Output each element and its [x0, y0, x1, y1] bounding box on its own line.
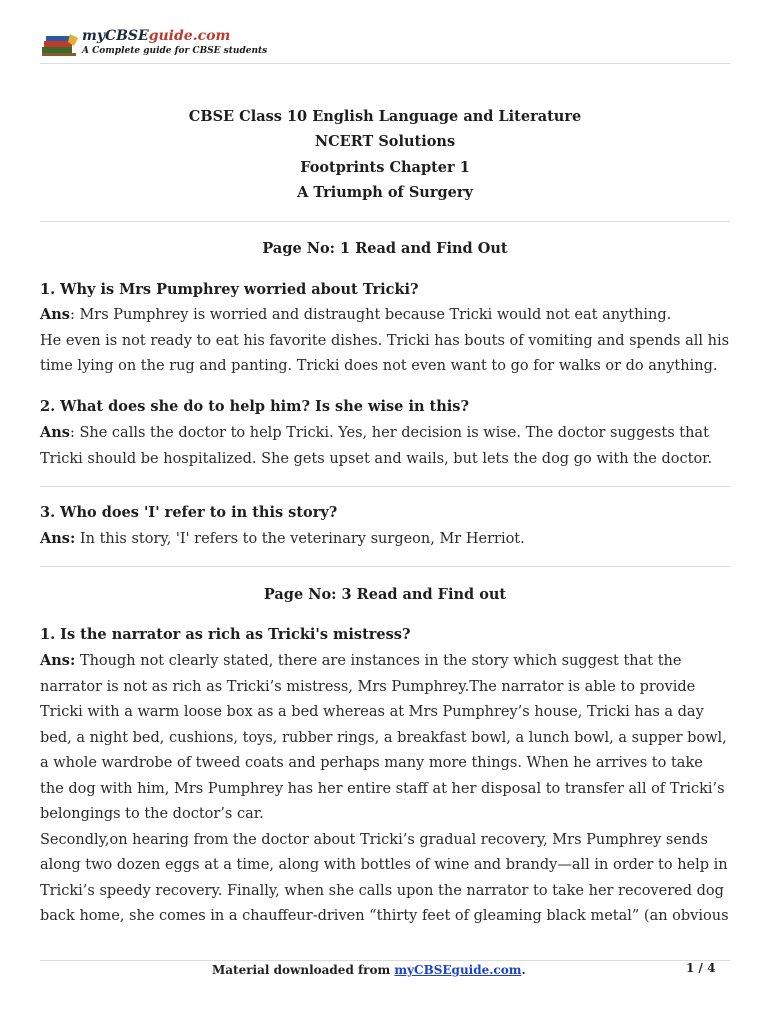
question-3: 3. Who does 'I' refer to in this story?: [40, 504, 338, 521]
answer-text: Though not clearly stated, there are instances in the story which suggest that the narrator is not as rich as Tricki’s mistress, Mrs Pumphrey.The narrator is able to provide Tricki with a warm loose box as a bed whereas at Mrs Pumphrey’s house, Tricki has a day bed, a night bed, cushions, toys, rubber rings, a breakfast bowl, a lunch bowl, a supper bowl, a whole wardrobe of tweed coats and perhaps many more things. When he arrives to take the dog with him, Mrs Pumphrey has her entire staff at her disposal to transfer all of Tricki’s belongings to the doctor’s car.: [40, 653, 727, 822]
answer-text: : She calls the doctor to help Tricki. Yes, her decision is wise. The doctor suggests that Tricki should be hospitalized. She gets upset and wails, but lets the dog go with the doctor.: [40, 425, 713, 467]
header-divider: [40, 63, 730, 64]
section-divider: [40, 486, 730, 487]
footer-link[interactable]: myCBSEguide.com: [394, 963, 522, 977]
doc-title-line-2: NCERT Solutions: [314, 133, 456, 150]
answer-text: Secondly,on hearing from the doctor about Tricki’s gradual recovery, Mrs Pumphrey sends along two dozen eggs at a time, along with bottles of wine and brandy—all in order to help in Tricki’s speedy recovery. Finally, when she calls upon the narrator to take her recovered dog back home, she comes in a chauffeur-driven “thirty feet of gleaming black metal” (an obvious: [40, 831, 729, 924]
answer-label: Ans: [40, 424, 70, 441]
answer-text: He even is not ready to eat his favorite dishes. Tricki has bouts of vomiting and spends all his time lying on the rug and panting. Tricki does not even want to go for walks or do anything.: [40, 332, 730, 374]
doc-title-line-4: A Triumph of Surgery: [297, 184, 473, 201]
footer-text: [212, 963, 526, 977]
answer-1: [40, 302, 730, 380]
answer-1-page-3: [40, 648, 730, 930]
answer-label: Ans:: [40, 530, 76, 547]
answer-label: Ans: [40, 306, 70, 323]
doc-title-line-1: CBSE Class 10 English Language and Literature: [188, 108, 582, 125]
brand-name: [82, 28, 230, 44]
answer-label: Ans:: [40, 652, 76, 669]
brand-tagline: A Complete guide for CBSE students: [82, 46, 268, 56]
brand-cbse: CBSE: [104, 28, 149, 44]
page-number: 1 / 4: [686, 961, 716, 975]
answer-text: In this story, 'I' refers to the veterinary surgeon, Mr Herriot.: [75, 531, 525, 547]
doc-title-line-3: Footprints Chapter 1: [300, 159, 470, 176]
section-heading: Page No: 1 Read and Find Out: [262, 240, 508, 257]
answer-2: [40, 420, 730, 472]
answer-text: : Mrs Pumphrey is worried and distraught because Tricki would not eat anything.: [69, 307, 672, 323]
answer-3: [40, 526, 730, 553]
question-1-page-3: 1. Is the narrator as rich as Tricki's mistress?: [40, 626, 411, 643]
footer-suffix: .: [521, 963, 526, 977]
site-logo[interactable]: [40, 28, 268, 62]
page-header: [40, 26, 730, 62]
brand-suffix: guide.com: [148, 28, 231, 44]
section-divider: [40, 566, 730, 567]
section-heading: Page No: 3 Read and Find out: [263, 586, 507, 603]
section-divider: [40, 221, 730, 222]
books-logo-icon: [40, 32, 80, 58]
question-1: 1. Why is Mrs Pumphrey worried about Tricki?: [40, 281, 419, 298]
brand-prefix: my: [82, 28, 105, 44]
footer-divider: [40, 960, 730, 961]
footer-prefix: Material downloaded from: [212, 963, 395, 977]
question-2: 2. What does she do to help him? Is she wise in this?: [40, 398, 469, 415]
